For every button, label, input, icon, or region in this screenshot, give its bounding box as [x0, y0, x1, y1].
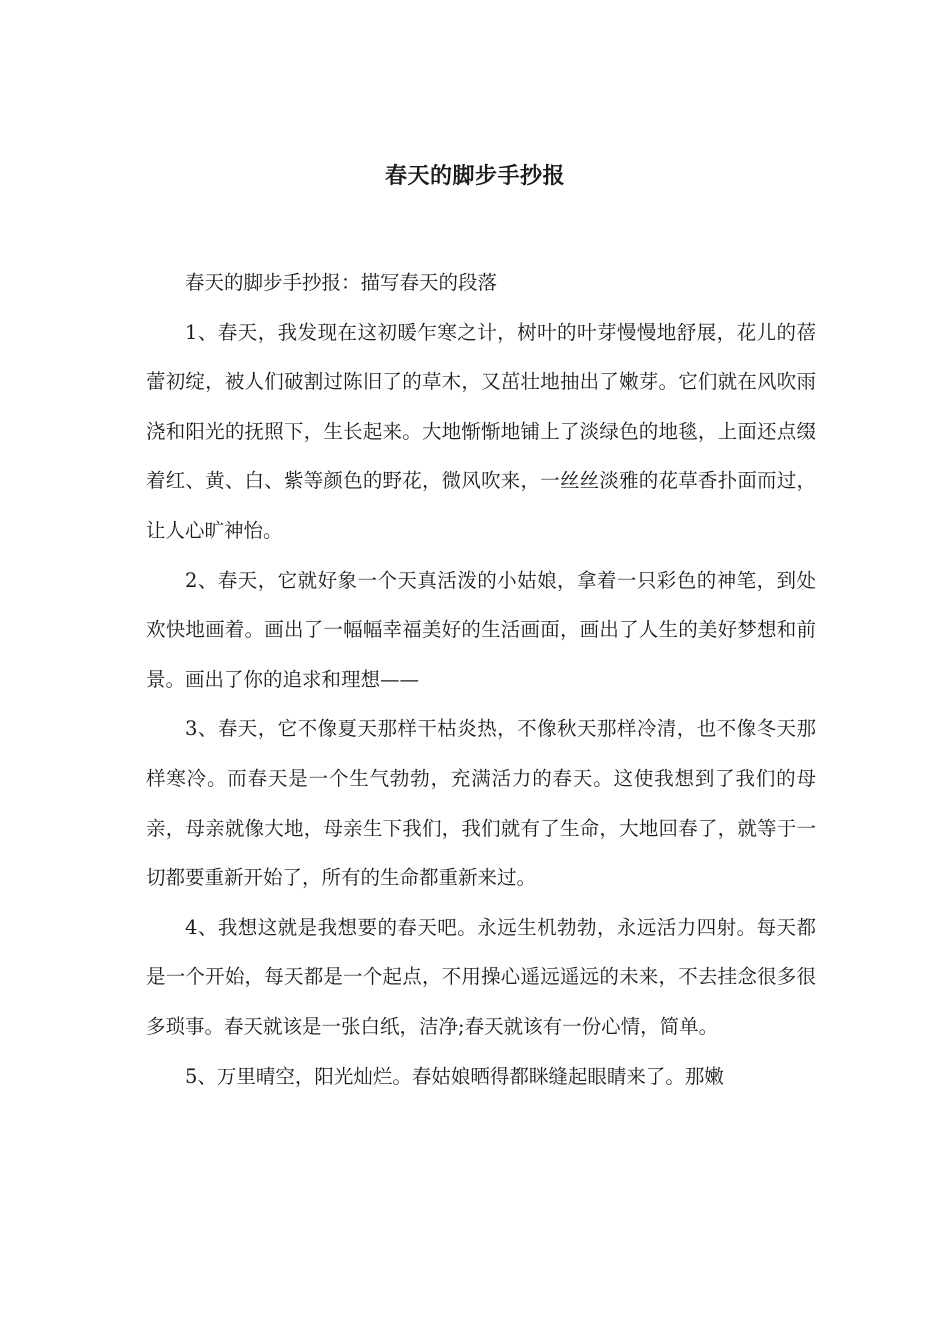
paragraph-5: 5、万里晴空，阳光灿烂。春姑娘晒得都眯缝起眼睛来了。那嫩 — [185, 1064, 724, 1088]
document-title: 春天的脚步手抄报 — [384, 163, 565, 189]
paragraph-4: 4、我想这就是我想要的春天吧。永远生机勃勃，永远活力四射。每天都是一个开始，每天都是一个起点，不用操心遥远遥远的未来，不去挂念很多很多琐事。春天就该是一张白纸，洁净;春天就该有一份心情，简单。 — [146, 915, 816, 1038]
document-body — [146, 258, 816, 1101]
subtitle-paragraph: 春天的脚步手抄报：描写春天的段落 — [185, 271, 498, 294]
paragraph-2: 2、春天，它就好象一个天真活泼的小姑娘，拿着一只彩色的神笔，到处欢快地画着。画出了一幅幅幸福美好的生活画面，画出了人生的美好梦想和前景。画出了你的追求和理想—— — [146, 568, 816, 691]
paragraph-1: 1、春天，我发现在这初暖乍寒之计，树叶的叶芽慢慢地舒展，花儿的蓓蕾初绽，被人们破割过陈旧了的草木，又茁壮地抽出了嫩芽。它们就在风吹雨浇和阳光的抚照下，生长起来。大地惭惭地铺上了淡绿色的地毯，上面还点缀着红、黄、白、紫等颜色的野花，微风吹来，一丝丝淡雅的花草香扑面而过，让人心旷神怡。 — [146, 320, 816, 542]
paragraph-3: 3、春天，它不像夏天那样干枯炎热，不像秋天那样冷清，也不像冬天那样寒冷。而春天是一个生气勃勃，充满活力的春天。这使我想到了我们的母亲，母亲就像大地，母亲生下我们，我们就有了生命，大地回春了，就等于一切都要重新开始了，所有的生命都重新来过。 — [146, 717, 816, 890]
